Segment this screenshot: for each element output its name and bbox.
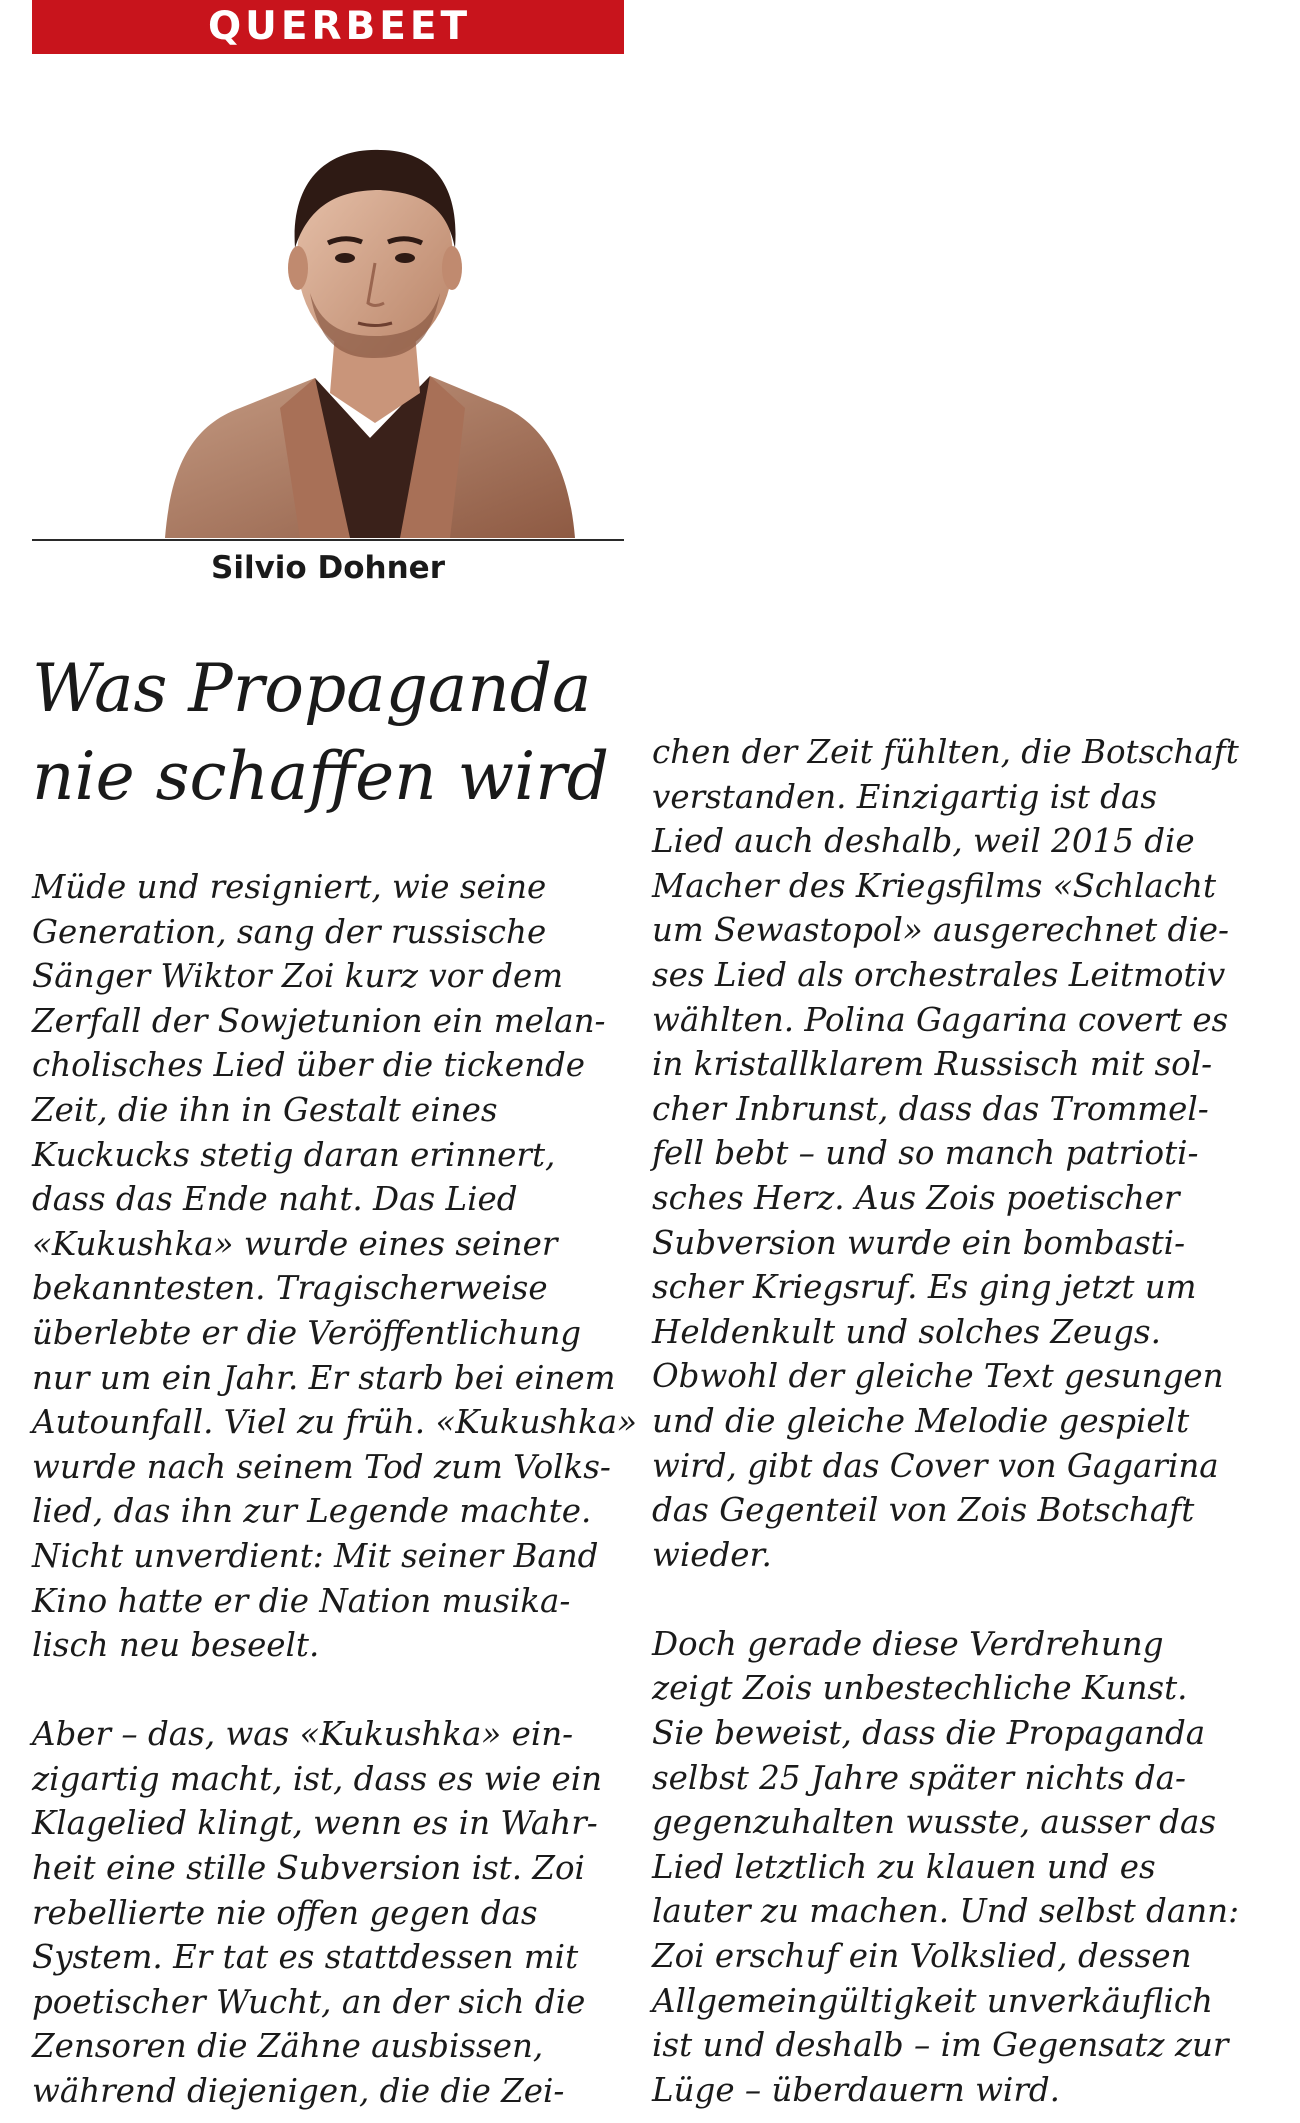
headline-line: nie schaffen wird	[32, 738, 610, 815]
text-line: scher Kriegsruf. Es ging jetzt um	[652, 1268, 1197, 1307]
photo-divider	[32, 539, 624, 541]
text-line: Sie beweist, dass die Propaganda	[652, 1714, 1206, 1753]
text-line: und die gleiche Melodie gespielt	[652, 1401, 1190, 1440]
text-line: verstanden. Einzigartig ist das	[652, 777, 1158, 816]
text-line: Subversion wurde ein bombasti-	[652, 1223, 1186, 1262]
text-line: dass das Ende naht. Das Lied	[32, 1180, 518, 1219]
text-line: Klagelied klingt, wenn es in Wahr-	[32, 1804, 598, 1843]
text-line: ist und deshalb – im Gegensatz zur	[652, 2026, 1229, 2065]
text-line: nur um ein Jahr. Er starb bei einem	[32, 1358, 616, 1397]
text-line: Heldenkult und solches Zeugs.	[652, 1312, 1161, 1351]
text-line: überlebte er die Veröffentlichung	[32, 1313, 582, 1352]
text-line: «Kukushka» wurde eines seiner	[32, 1224, 558, 1263]
text-line: Allgemeingültigkeit unverkäuflich	[652, 1981, 1213, 2020]
text-line: Müde und resigniert, wie seine	[32, 868, 547, 906]
text-line: Lied letztlich zu klauen und es	[652, 1847, 1156, 1886]
text-line: bekanntesten. Tragischerweise	[32, 1269, 548, 1308]
text-line: fell bebt – und so manch patrioti-	[652, 1134, 1199, 1173]
text-line: Zensoren die Zähne ausbissen,	[32, 2027, 544, 2066]
text-line: selbst 25 Jahre später nichts da-	[652, 1758, 1187, 1797]
text-line: gegenzuhalten wusste, ausser das	[652, 1803, 1217, 1842]
text-line: poetischer Wucht, an der sich die	[32, 1982, 586, 2021]
author-name: Silvio Dohner	[211, 550, 445, 586]
text-line: wählten. Polina Gagarina covert es	[652, 1000, 1229, 1039]
text-line: wurde nach seinem Tod zum Volks-	[32, 1447, 611, 1486]
text-line: lauter zu machen. Und selbst dann:	[652, 1892, 1240, 1931]
text-line: System. Er tat es stattdessen mit	[32, 1938, 579, 1977]
text-line: ses Lied als orchestrales Leitmotiv	[652, 955, 1226, 994]
text-line: Zeit, die ihn in Gestalt eines	[32, 1090, 498, 1129]
headline-line: Was Propaganda	[32, 650, 592, 727]
text-line: zigartig macht, ist, dass es wie ein	[32, 1759, 603, 1798]
text-line: Aber – das, was «Kukushka» ein-	[32, 1715, 574, 1754]
text-line: zeigt Zois unbestechliche Kunst.	[652, 1669, 1188, 1708]
author-portrait	[130, 108, 600, 538]
text-line: Zerfall der Sowjetunion ein melan-	[32, 1001, 606, 1040]
text-line: lied, das ihn zur Legende machte.	[32, 1492, 592, 1531]
text-line: cher Inbrunst, dass das Trommel-	[652, 1089, 1209, 1128]
text-line: um Sewastopol» ausgerechnet die-	[652, 911, 1229, 950]
text-line: Generation, sang der russische	[32, 912, 547, 951]
text-line: Doch gerade diese Verdrehung	[652, 1624, 1164, 1663]
text-line: wird, gibt das Cover von Gagarina	[652, 1446, 1219, 1485]
text-line: chen der Zeit fühlten, die Botschaft	[652, 733, 1239, 771]
text-line: wieder.	[652, 1535, 772, 1574]
text-line: Kuckucks stetig daran erinnert,	[32, 1135, 556, 1174]
text-line: cholisches Lied über die tickende	[32, 1046, 586, 1085]
text-line: lisch neu beseelt.	[32, 1626, 320, 1665]
text-line: Zoi erschuf ein Volkslied, dessen	[652, 1937, 1192, 1976]
text-line: Nicht unverdient: Mit seiner Band	[32, 1536, 599, 1575]
text-line: Lied auch deshalb, weil 2015 die	[652, 822, 1195, 861]
text-line: rebellierte nie offen gegen das	[32, 1893, 538, 1932]
text-line: in kristallklarem Russisch mit sol-	[652, 1045, 1213, 1084]
paragraph-gap	[32, 1668, 652, 1713]
text-line: Sänger Wiktor Zoi kurz vor dem	[32, 957, 564, 996]
text-line: Kino hatte er die Nation musika-	[32, 1581, 571, 1620]
text-line: heit eine stille Subversion ist. Zoi	[32, 1849, 585, 1888]
text-line: Lüge – überdauern wird.	[652, 2070, 1060, 2109]
text-line: Macher des Kriegsfilms «Schlacht	[652, 866, 1217, 905]
text-line: Autounfall. Viel zu früh. «Kukushka»	[32, 1403, 638, 1442]
section-kicker: QUERBEET	[32, 0, 624, 54]
text-line: Obwohl der gleiche Text gesungen	[652, 1357, 1224, 1396]
text-line: während diejenigen, die die Zei-	[32, 2072, 565, 2111]
article-column-left	[32, 865, 652, 2114]
headline	[32, 645, 642, 821]
paragraph-gap	[652, 1577, 1272, 1622]
text-line: das Gegenteil von Zois Botschaft	[652, 1491, 1195, 1530]
text-line: sches Herz. Aus Zois poetischer	[652, 1178, 1180, 1217]
article-column-right	[652, 730, 1272, 2112]
